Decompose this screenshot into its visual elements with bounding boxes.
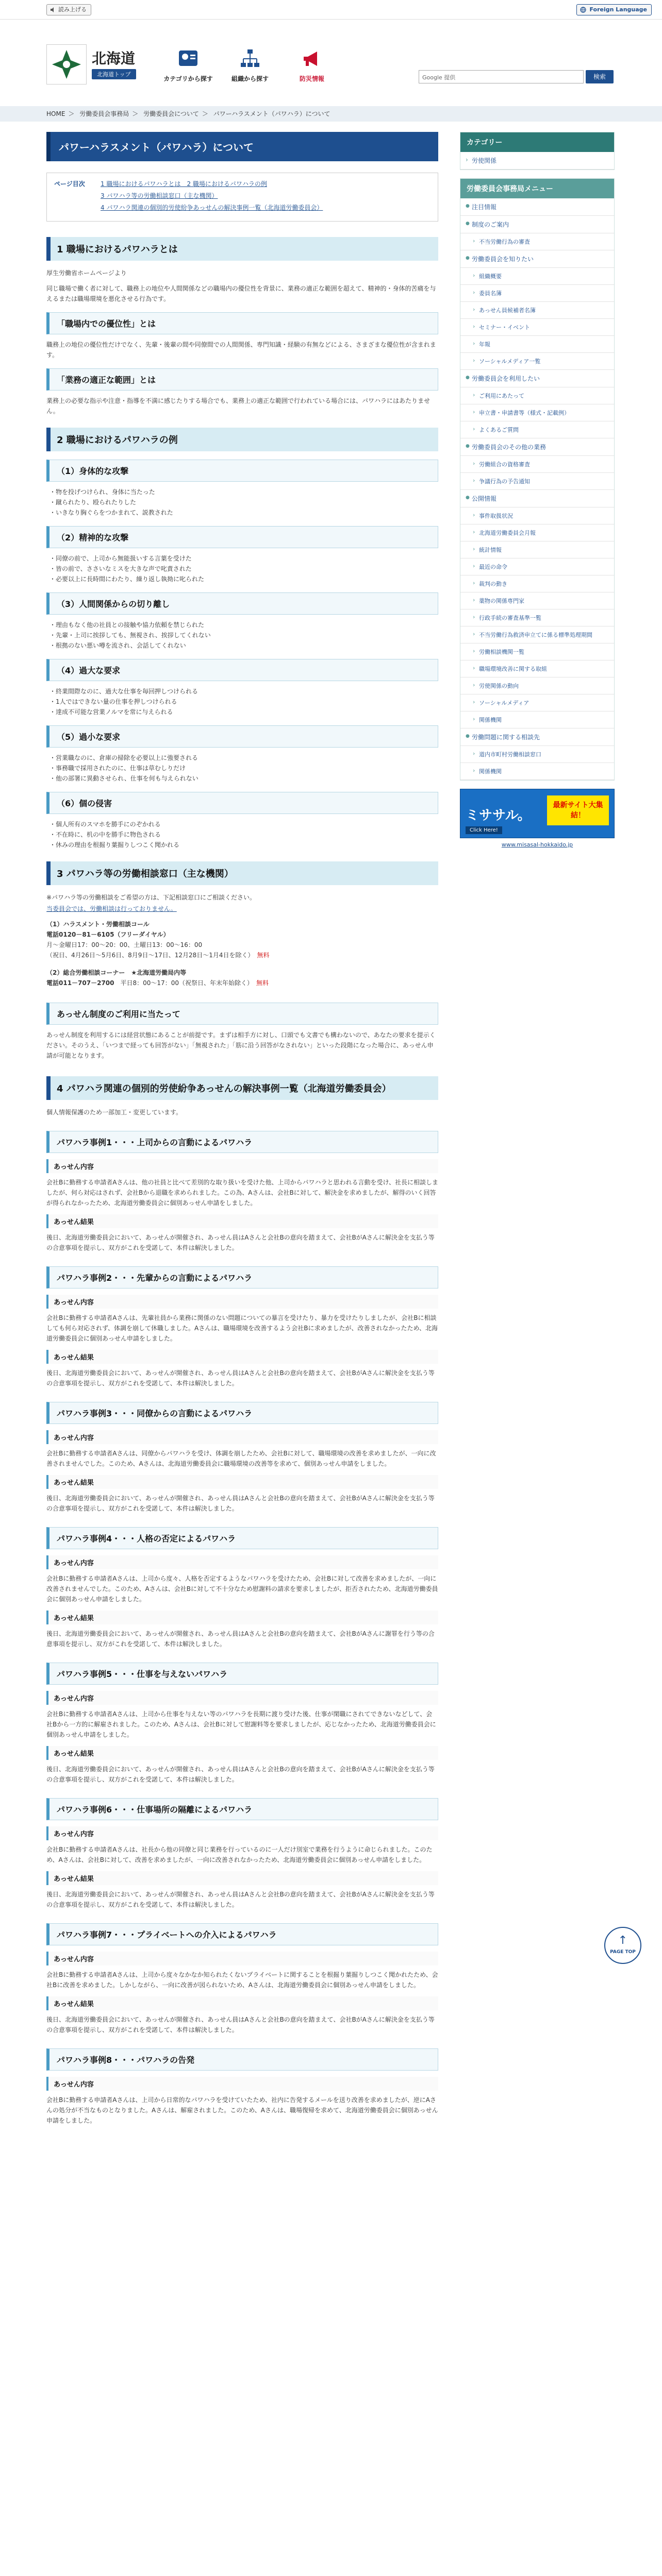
section-heading: 2 職場におけるパワハラの例 [46,428,438,451]
nav-category[interactable]: カテゴリから探す [160,44,217,91]
case-result-label: あっせん結果 [46,1214,438,1228]
list-item: ・ 達成不可能な営業ノルマを常に与えられる [49,707,438,717]
hokkaido-emblem-icon [46,44,87,84]
list-item: ・ 根拠のない悪い噂を流され、会話してくれない [49,640,438,651]
sidebar-item[interactable]: › 道内市町村労働相談窓口 [460,746,614,763]
list-item: ・ 必要以上に長時間にわたり、繰り返し執拗に叱られた [49,574,438,584]
sidebar-item[interactable]: › 労働組合の資格審査 [460,456,614,473]
case-content-label: あっせん内容 [46,1952,438,1965]
search-button[interactable]: 検索 [586,70,614,83]
case-content: 会社Bに勤務する申請者Aさんは、同僚からパワハラを受け、体調を崩したため、会社Bに対して、職場環境の改善を求めましたが、一向に改善されませんでした。このため、Aさんは、北海道労働委員会に職場環境の改善等を求めて、個別あっせん申請をしました。 [46,1450,436,1467]
case-list [46,1131,438,2126]
sidebar-item[interactable]: ● 注目情報 [460,198,614,216]
toc-item[interactable]: 4 パワハラ関連の個別的労使紛争あっせんの解決事例一覧（北海道労働委員会） [101,204,323,211]
list-item: ・ 個人所有のスマホを勝手にのぞかれる [49,819,438,829]
table-of-contents: ページ目次 1 職場におけるパワハラとは 2 職場におけるパワハラの例 3 パワハラ等の労働相談窓口（主な機関） 4 パワハラ関連の個別的労使紛争あっせんの解決事例一覧（北海道労働委員会） [46,173,438,222]
example-list [49,819,438,850]
list-item: ・ 蹴られたり、殴られたりした [49,497,438,507]
list-item: ・ 理由もなく他の社員との接触や協力依頼を禁じられた [49,620,438,630]
subsection-heading: （3）人間関係からの切り離し [46,592,438,615]
phone-link[interactable]: 電話0120－81－6105（フリーダイヤル） [46,931,170,938]
sidebar-item[interactable]: › ソーシャルメディア [460,694,614,711]
hokkaido-top-link[interactable]: 北海道トップ [92,69,136,79]
contact-general-labor: （2）総合労働相談コーナー ★北海道労働局内等 電話011－707－2700 平日8：00～17：00（祝祭日、年末年始除く） 無料 [46,969,269,987]
sidebar [460,132,615,848]
case-content: 会社Bに勤務する申請者Aさんは、上司から度々なかなか知られたくないプライベートに関することを根掘り葉掘りしつこく聞かれたため、会社Bに改善を求めました。しかしながら、一向に改善が図られないため、Aさんは、北海道労働委員会に個別あっせん申請をしました。 [46,1971,438,1989]
case-content-label: あっせん内容 [46,1295,438,1309]
sidebar-item[interactable]: › 北海道労働委員会月報 [460,524,614,541]
speaker-icon [50,7,56,13]
subsection-heading: あっせん制度のご利用に当たって [46,1003,438,1025]
sidebar-item[interactable]: › 労使関係 [460,152,614,170]
subsection-heading: （6）個の侵害 [46,792,438,814]
breadcrumb-about[interactable]: 労働委員会について [143,110,199,117]
case-heading: パワハラ事例6・・・仕事場所の隔離によるパワハラ [46,1798,438,1820]
org-chart-icon [239,47,261,70]
case-heading: パワハラ事例5・・・仕事を与えないパワハラ [46,1663,438,1685]
sidebar-item[interactable]: › 組織概要 [460,268,614,285]
toc-item[interactable]: 3 パワハラ等の労働相談窓口（主な機関） [101,192,218,199]
case-heading: パワハラ事例4・・・人格の否定によるパワハラ [46,1527,438,1549]
sidebar-item[interactable]: › 関係機関 [460,763,614,780]
list-item: ・ 営業職なのに、倉庫の掃除を必要以上に強要される [49,753,438,763]
banner-url-link[interactable]: www.misasal-hokkaido.jp [501,841,573,848]
subsection-heading: 「業務の適正な範囲」とは [46,368,438,391]
breadcrumb-home[interactable]: HOME [46,110,65,117]
misasal-banner[interactable]: ミササル。 最新サイト大集結！ Click Here! [460,789,615,838]
case-content: 会社Bに勤務する申請者Aさんは、社長から他の同僚と同じ業務を行っているのに一人だけ別室で業務を行うように命じられました。このため、Aさんは、会社Bに対して、改善を求めましたが、一向に改善されなかったため、北海道労働委員会に個別あっせん申請をしました。 [46,1846,433,1863]
subsection-heading: （1）身体的な攻撃 [46,460,438,482]
site-logo[interactable] [46,44,144,84]
list-item: ・ 終業間際なのに、過大な仕事を毎回押しつけられる [49,686,438,697]
logo-text: 北海道 [92,50,136,67]
sidebar-item[interactable]: › あっせん員候補者名簿 [460,302,614,319]
sidebar-item[interactable]: › 関係機関 [460,711,614,728]
case-result-label: あっせん結果 [46,1996,438,2010]
breadcrumb-current: パワーハラスメント（パワハラ）について [213,110,330,117]
contact-harassment-call: （1）ハラスメント・労働相談コール 電話0120－81－6105（フリーダイヤル） 月～金曜日17：00～20：00、土曜日13：00～16：00 （祝日、4月26日～5月6日、8月9日～17日、12月28日～1月4日を除く） 無料 [46,919,438,960]
list-item: ・ 同僚の前で、上司から無能扱いする言葉を受けた [49,553,438,564]
top-bar [0,0,662,20]
sidebar-item[interactable]: › 不当労働行為救済申立てに係る標準処理期間 [460,626,614,643]
case-content-label: あっせん内容 [46,2077,438,2091]
case-result-label: あっせん結果 [46,1350,438,1364]
case-result: 後日、北海道労働委員会において、あっせんが開催され、あっせん員はAさんと会社Bの意向を踏まえて、会社BがAさんに解決金を支払う等の合意事項を提示し、双方がこれを受諾して、本件は解決しました。 [46,2016,435,2033]
case-content-label: あっせん内容 [46,1555,438,1569]
sidebar-item[interactable]: › 職場環境改善に関する取組 [460,660,614,677]
category-box: カテゴリー › 労使関係 [460,132,615,170]
example-list [49,553,438,584]
sidebar-item[interactable]: ● 労働委員会を利用したい [460,370,614,387]
sidebar-item[interactable]: › 裁判の動き [460,575,614,592]
sidebar-item[interactable]: › 争議行為の予告通知 [460,473,614,490]
list-item: ・ 皆の前で、ささいなミスを大きな声で叱責された [49,564,438,574]
case-result-label: あっせん結果 [46,1746,438,1760]
subsection-heading: （4）過大な要求 [46,659,438,681]
list-item: ・ いきなり胸ぐらをつかまれて、説教された [49,507,438,518]
section-heading: 4 パワハラ関連の個別的労使紛争あっせんの解決事例一覧（北海道労働委員会） [46,1076,438,1100]
subsection-heading: （5）過小な要求 [46,725,438,748]
sidebar-item[interactable]: ● 労働問題に関する相談先 [460,728,614,746]
case-content: 会社Bに勤務する申請者Aさんは、他の社員と比べて差別的な取り扱いを受けた他、上司からパワハラと思われる言動を受け、社長に相談しましたが、何ら対応はされず、会社Bから退職を求められました。この為、Aさんは、会社Bに対して、解決金を求めましたが、解得のいく回答が得られなかったため、北海道労働委員会に個別あっせん申請をしました。 [46,1179,438,1207]
list-item: ・ 先輩・上司に挨拶しても、無視され、挨拶してくれない [49,630,438,640]
category-icon [177,47,200,70]
definition-text: 同じ職場で働く者に対して、職務上の地位や人間関係などの職場内の優位性を背景に、業務の適正な範囲を超えて、精神的・身体的苦痛を与えるまたは職場環境を悪化させる行為です。 [46,285,436,302]
case-content: 会社Bに勤務する申請者Aさんは、上司から日常的なパワハラを受けていたため、社内に告発するメールを送り改善を求めましたが、逆にAさんの処分が不当なものとなりました。Aさんは、解雇されました。このため、Aさんは、職場復帰を求めて、北海道労働委員会に個別あっせん申請をしました。 [46,2096,438,2124]
sidebar-item[interactable]: ● 労働委員会を知りたい [460,250,614,268]
case-heading: パワハラ事例2・・・先輩からの言動によるパワハラ [46,1266,438,1289]
megaphone-icon [301,47,323,70]
foreign-language-button[interactable]: Foreign Language [576,4,652,15]
site-header [0,20,662,102]
case-content-label: あっせん内容 [46,1430,438,1444]
case-heading: パワハラ事例7・・・プライベートへの介入によるパワハラ [46,1923,438,1945]
sidebar-item[interactable]: › よくあるご質問 [460,421,614,438]
read-aloud-button[interactable]: 読み上げる [46,4,91,15]
globe-icon [580,7,586,13]
breadcrumb: HOME ＞ 労働委員会事務局 ＞ 労働委員会について ＞ パワーハラスメント（パワハラ）について [0,106,662,122]
main-content: パワーハラスメント（パワハラ）について ページ目次 1 職場におけるパワハラとは 2 職場におけるパワハラの例 3 パワハラ等の労働相談窓口（主な機関） 4 パワハラ関連の個別的労使紛争あっせんの解決事例一覧（北海道労働委員会） 1 職場におけるパワハラとは 厚生労働省ホームページより 同じ職場で働く者に対して、職務上の地位や人間関係などの職場内の優位性を背景に、業務の適正な範囲を超えて、精神的・身体的苦痛を与えるまたは職場環境を悪化させる行為です。 「職場内での優位性」とは 職務上の地位の優位性だけでなく、先輩・後輩の間や同僚間での人間関係、専門知識・経験の有無などによる、さまざまな優位性が含まれます。 「業務の適正な範囲」とは 業務上の必要な指示や注意・指導を不満に感じたりする場合でも、業務上の適正な範囲で行われている場合には、パワハラにはあたりません。 2 職場におけるパワハラの例 （1）身体的な攻撃 ・ 物を投げつけられ、身体に当たった ・ 蹴られたり、殴られたりした ・ いきなり胸ぐらをつかまれて、説教された （2）精神的な攻撃 ・ 同僚の前で、上司から無能扱いする言葉を受けた ・ 皆の前で、ささいなミスを大きな声で叱責された ・ 必要以上に長時間にわたり、繰り返し執拗に叱られた （3）人間関係からの切り離し ・ 理由もなく他の社員との接触や協力依頼を禁じられた ・ 先輩・上司に挨拶しても、無視され、挨拶してくれない ・ 根拠のない悪い噂を流され、会話してくれない （4）過大な要求 ・ 終業間際なのに、過大な仕事を毎回押しつけられる ・ 1人ではできない量の仕事を押しつけられる ・ 達成不可能な営業ノルマを常に与えられる （5）過小な要求 ・ 営業職なのに、倉庫の掃除を必要以上に強要される ・ 事務職で採用されたのに、仕事は草むしりだけ ・ 他の部署に異動させられ、仕事を何も与えられない （6）個の侵害 ・ 個人所有のスマホを勝手にのぞかれる ・ 不在時に、机の中を勝手に物色される ・ 休みの理由を根掘り葉掘りしつこく聞かれる 3 パワハラ等の労働相談窓口（主な機関） ※パワハラ等の労働相談をご希望の方は、下記相談窓口にご相談ください。 当委員会では、労働相談は行っておりません。 （1）ハラスメント・労働相談コール 電話0120－81－6105（フリーダイヤル） 月～金曜日17：00～20：00、土曜日13：00～16：00 （祝日、4月26日～5月6日、8月9日～17日、12月28日～1月4日を除く） 無料 （2）総合労働相談コーナー ★北海道労働局内等 電話011－707－2700 平日8：00～17：00（祝祭日、年末年始除く） 無料 あっせん制度のご利用に当たって あっせん制度を利用するには経営状態にあることが前提です。まずは相手方に対し、口頭でも文書でも構わないので、あなたの要求を提示ください。そのうえ、「いつまで経っても回答がない」「無視された」「筋に沿う回答がなされない」といった段階になった場合に、あっせん申請が可能となります。 4 パワハラ関連の個別的労使紛争あっせんの解決事例一覧（北海道労働委員会） 個人情報保護のため一部加工・変更しています。 パワハラ事例1・・・上司からの言動によるパワハラ あっせん内容 会社Bに勤務する申請者Aさんは、他の社員と比べて差別的な取り扱いを受けた他、上司からパワハラと思われる言動を受け、社長に相談しましたが、何ら対応はされず、会社Bから退職を求められました。この為、Aさんは、会社Bに対して、解決金を求めましたが、解得のいく回答が得られなかったため、北海道労働委員会に個別あっせん申請をしました。 あっせん結果 後日、北海道労働委員会において、あっせんが開催され、あっせん員はAさんと会社Bの意向を踏まえて、会社BがAさんに解決金を支払う等の合意事項を提示し、双方がこれを受諾して、本件は解決しました。 パワハラ事例2・・・先輩からの言動によるパワハラ あっせん内容 会社Bに勤務する申請者Aさんは、先輩社員から業務に関係のない問題についての暴言を受けたり、暴力を受けたりしましたが、会社Bに相談しても何ら対応されず、体調を崩して休職しました。Aさんは、職場環境を改善するよう会社Bに求めましたが、改善されなかったため、北海道労働委員会に個別あっせん申請をしました。 あっせん結果 後日、北海道労働委員会において、あっせんが開催され、あっせん員はAさんと会社Bの意向を踏まえて、会社BがAさんに解決金を支払う等の合意事項を提示し、双方がこれを受諾して、本件は解決しました。 パワハラ事例3・・・同僚からの言動によるパワハラ あっせん内容 会社Bに勤務する申請者Aさんは、同僚からパワハラを受け、体調を崩したため、会社Bに対して、職場環境の改善を求めましたが、一向に改善されませんでした。このため、Aさんは、北海道労働委員会に職場環境の改善等を求めて、個別あっせん申請をしました。 あっせん結果 後日、北海道労働委員会において、あっせんが開催され、あっせん員はAさんと会社Bの意向を踏まえて、会社BがAさんに解決金を支払う等の合意事項を提示し、双方がこれを受諾して、本件は解決しました。 パワハラ事例4・・・人格の否定によるパワハラ あっせん内容 会社Bに勤務する申請者Aさんは、上司から度々、人格を否定するようなパワハラを受けたため、会社Bに対して改善を求めましたが、一向に改善されませんでした。このため、Aさんは、会社Bに対して不十分なため慰謝料の請求を要求しましたが、拒否されたため、北海道労働委員会に個別あっせん申請をしました。 あっせん結果 後日、北海道労働委員会において、あっせんが開催され、あっせん員はAさんと会社Bの意向を踏まえて、会社BがAさんに謝罪を行う等の合意事項を提示し、双方がこれを受諾して、本件は解決しました。 パワハラ事例5・・・仕事を与えないパワハラ あっせん内容 会社Bに勤務する申請者Aさんは、上司から仕事を与えない等のパワハラを長期に渡り受けた後、仕事が閑職にされてできないなどして、会社Bから一方的に解雇されました。このため、Aさんは、会社Bに対して慰謝料等を要求しましたが、応じなかったため、北海道労働委員会に個別あっせん申請をしました。 あっせん結果 後日、北海道労働委員会において、あっせんが開催され、あっせん員はAさんと会社Bの意向を踏まえて、会社BがAさんに解決金を支払う等の合意事項を提示し、双方がこれを受諾して、本件は解決しました。 パワハラ事例6・・・仕事場所の隔離によるパワハラ あっせん内容 会社Bに勤務する申請者Aさんは、社長から他の同僚と同じ業務を行っているのに一人だけ別室で業務を行うように命じられました。このため、Aさんは、会社Bに対して、改善を求めましたが、一向に改善されなかったため、北海道労働委員会に個別あっせん申請をしました。 あっせん結果 後日、北海道労働委員会において、あっせんが開催され、あっせん員はAさんと会社Bの意向を踏まえて、会社BがAさんに解決金を支払う等の合意事項を提示し、双方がこれを受諾して、本件は解決しました。 パワハラ事例7・・・プライベートへの介入によるパワハラ あっせん内容 会社Bに勤務する申請者Aさんは、上司から度々なかなか知られたくないプライベートに関することを根掘り葉掘りしつこく聞かれたため、会社Bに改善を求めました。しかしながら、一向に改善が図られないため、Aさんは、北海道労働委員会に個別あっせん申請をしました。 あっせん結果 後日、北海道労働委員会において、あっせんが開催され、あっせん員はAさんと会社Bの意向を踏まえて、会社BがAさんに解決金を支払う等の合意事項を提示し、双方がこれを受諾して、本件は解決しました。 パワハラ事例8・・・パワハラの告発 あっせん内容 会社Bに勤務する申請者Aさんは、上司から日常的なパワハラを受けていたため、社内に告発するメールを送り改善を求めましたが、逆にAさんの処分が不当なものとなりました。Aさんは、解雇されました。このため、Aさんは、職場復帰を求めて、北海道労働委員会に個別あっせん申請をしました。 [46,132,438,2131]
page-top-button[interactable]: ↑ PAGE TOP [604,1927,641,1964]
no-consultation-note: 当委員会では、労働相談は行っておりません。 [46,905,177,912]
list-item: ・ 1人ではできない量の仕事を押しつけられる [49,697,438,707]
subsection-heading: 「職場内での優位性」とは [46,312,438,334]
case-result-label: あっせん結果 [46,1871,438,1885]
subsection-heading: （2）精神的な攻撃 [46,526,438,548]
list-item: ・ 不在時に、机の中を勝手に物色される [49,829,438,840]
list-item: ・ 物を投げつけられ、身体に当たった [49,487,438,497]
sidebar-item[interactable]: › 労働相談機関一覧 [460,643,614,660]
sidebar-item[interactable]: › 薬物の関係専門家 [460,592,614,609]
section-heading: 1 職場におけるパワハラとは [46,237,438,261]
nav-disaster[interactable]: 防災情報 [284,44,340,91]
sidebar-item[interactable]: › 事件取扱状況 [460,507,614,524]
case-result: 後日、北海道労働委員会において、あっせんが開催され、あっせん員はAさんと会社Bの意向を踏まえて、会社BがAさんに解決金を支払う等の合意事項を提示し、双方がこれを受諾して、本件は解決しました。 [46,1891,435,1908]
sidebar-item[interactable]: › 最近の命令 [460,558,614,575]
sidebar-item[interactable]: › 労使関係の動向 [460,677,614,694]
case-content: 会社Bに勤務する申請者Aさんは、上司から仕事を与えない等のパワハラを長期に渡り受けた後、仕事が閑職にされてできないなどして、会社Bから一方的に解雇されました。このため、Aさんは、会社Bに対して慰謝料等を要求しましたが、応じなかったため、北海道労働委員会に個別あっせん申請をしました。 [46,1710,436,1738]
case-heading: パワハラ事例1・・・上司からの言動によるパワハラ [46,1131,438,1153]
sidebar-item[interactable]: › ソーシャルメディア一覧 [460,353,614,370]
case-result-label: あっせん結果 [46,1475,438,1489]
page-title: パワーハラスメント（パワハラ）について [46,132,438,161]
sidebar-item[interactable]: › 行政手続の審査基準一覧 [460,609,614,626]
list-item: ・ 休みの理由を根掘り葉掘りしつこく聞かれる [49,840,438,850]
case-result: 後日、北海道労働委員会において、あっせんが開催され、あっせん員はAさんと会社Bの意向を踏まえて、会社BがAさんに解決金を支払う等の合意事項を提示し、双方がこれを受諾して、本件は解決しました。 [46,1234,435,1251]
search-input[interactable]: Google 提供 [419,70,584,83]
arrow-up-icon: ↑ [618,1934,628,1947]
sidebar-item[interactable]: ● 労働委員会のその他の業務 [460,438,614,456]
sidebar-item[interactable]: › 不当労働行為の審査 [460,233,614,250]
list-item: ・ 他の部署に異動させられ、仕事を何も与えられない [49,773,438,784]
case-content-label: あっせん内容 [46,1826,438,1840]
case-result: 後日、北海道労働委員会において、あっせんが開催され、あっせん員はAさんと会社Bの意向を踏まえて、会社BがAさんに解決金を支払う等の合意事項を提示し、双方がこれを受諾して、本件は解決しました。 [46,1766,435,1783]
case-content-label: あっせん内容 [46,1159,438,1173]
sidebar-item[interactable]: ● 公開情報 [460,490,614,507]
list-item: ・ 事務職で採用されたのに、仕事は草むしりだけ [49,763,438,773]
case-result: 後日、北海道労働委員会において、あっせんが開催され、あっせん員はAさんと会社Bの意向を踏まえて、会社BがAさんに解決金を支払う等の合意事項を提示し、双方がこれを受諾して、本件は解決しました。 [46,1369,435,1387]
sidebar-item[interactable]: › 統計情報 [460,541,614,558]
sidebar-item[interactable]: ● 制度のご案内 [460,216,614,233]
sidebar-item[interactable]: › ご利用にあたって [460,387,614,404]
case-content: 会社Bに勤務する申請者Aさんは、先輩社員から業務に関係のない問題についての暴言を受けたり、暴力を受けたりしましたが、会社Bに相談しても何ら対応されず、体調を崩して休職しました。Aさんは、職場環境を改善するよう会社Bに求めましたが、改善されなかったため、北海道労働委員会に個別あっせん申請をしました。 [46,1314,438,1342]
phone-link[interactable]: 電話011－707－2700 [46,979,114,987]
sidebar-item[interactable]: › 委員名簿 [460,285,614,302]
sidebar-item[interactable]: › 申立書・申請書等（様式・記載例） [460,404,614,421]
toc-item[interactable]: 1 職場におけるパワハラとは 2 職場におけるパワハラの例 [101,180,267,188]
harassment-types [46,460,438,850]
example-list [49,686,438,717]
case-result: 後日、北海道労働委員会において、あっせんが開催され、あっせん員はAさんと会社Bの意向を踏まえて、会社BがAさんに謝罪を行う等の合意事項を提示し、双方がこれを受諾して、本件は解決しました。 [46,1630,435,1648]
case-content-label: あっせん内容 [46,1691,438,1705]
example-list [49,620,438,651]
case-heading: パワハラ事例8・・・パワハラの告発 [46,2048,438,2071]
case-content: 会社Bに勤務する申請者Aさんは、上司から度々、人格を否定するようなパワハラを受けたため、会社Bに対して改善を求めましたが、一向に改善されませんでした。このため、Aさんは、会社Bに対して不十分なため慰謝料の請求を要求しましたが、拒否されたため、北海道労働委員会に個別あっせん申請をしました。 [46,1575,438,1603]
sidebar-item[interactable]: › 年報 [460,336,614,353]
example-list [49,753,438,784]
source-note: 厚生労働省ホームページより [46,269,127,277]
example-list [49,487,438,518]
bureau-menu: 労働委員会事務局メニュー ● 注目情報 ● 制度のご案内 › 不当労働行為の審査 ● 労働委員会を知りたい › 組織概要 › 委員名簿 › あっせん員候補者名簿 › セミナー・イベント › 年報 › ソーシャルメディア一覧 ● 労働委員会を利用したい › ご利用にあたって › 申立書・申請書等（様式・記載例） › よくあるご質問 ● 労働委員会のその他の業務 › 労働組合の資格審査 › 争議行為の予告通知 ● 公開情報 › 事件取扱状況 › 北海道労働委員会月報 › 統計情報 › 最近の命令 › 裁判の動き › 薬物の関係専門家 › 行政手続の審査基準一覧 › 不当労働行為救済申立てに係る標準処理期間 › 労働相談機関一覧 › 職場環境改善に関する取組 › 労使関係の動向 › ソーシャルメディア › 関係機関 ● 労働問題に関する相談先 › 道内市町村労働相談窓口 › 関係機関 [460,178,615,781]
case-result: 後日、北海道労働委員会において、あっせんが開催され、あっせん員はAさんと会社Bの意向を踏まえて、会社BがAさんに解決金を支払う等の合意事項を提示し、双方がこれを受諾して、本件は解決しました。 [46,1495,435,1512]
section-heading: 3 パワハラ等の労働相談窓口（主な機関） [46,861,438,885]
case-heading: パワハラ事例3・・・同僚からの言動によるパワハラ [46,1402,438,1424]
nav-organization[interactable]: 組織から探す [222,44,278,91]
breadcrumb-bureau[interactable]: 労働委員会事務局 [79,110,129,117]
sidebar-item[interactable]: › セミナー・イベント [460,319,614,336]
case-result-label: あっせん結果 [46,1611,438,1624]
